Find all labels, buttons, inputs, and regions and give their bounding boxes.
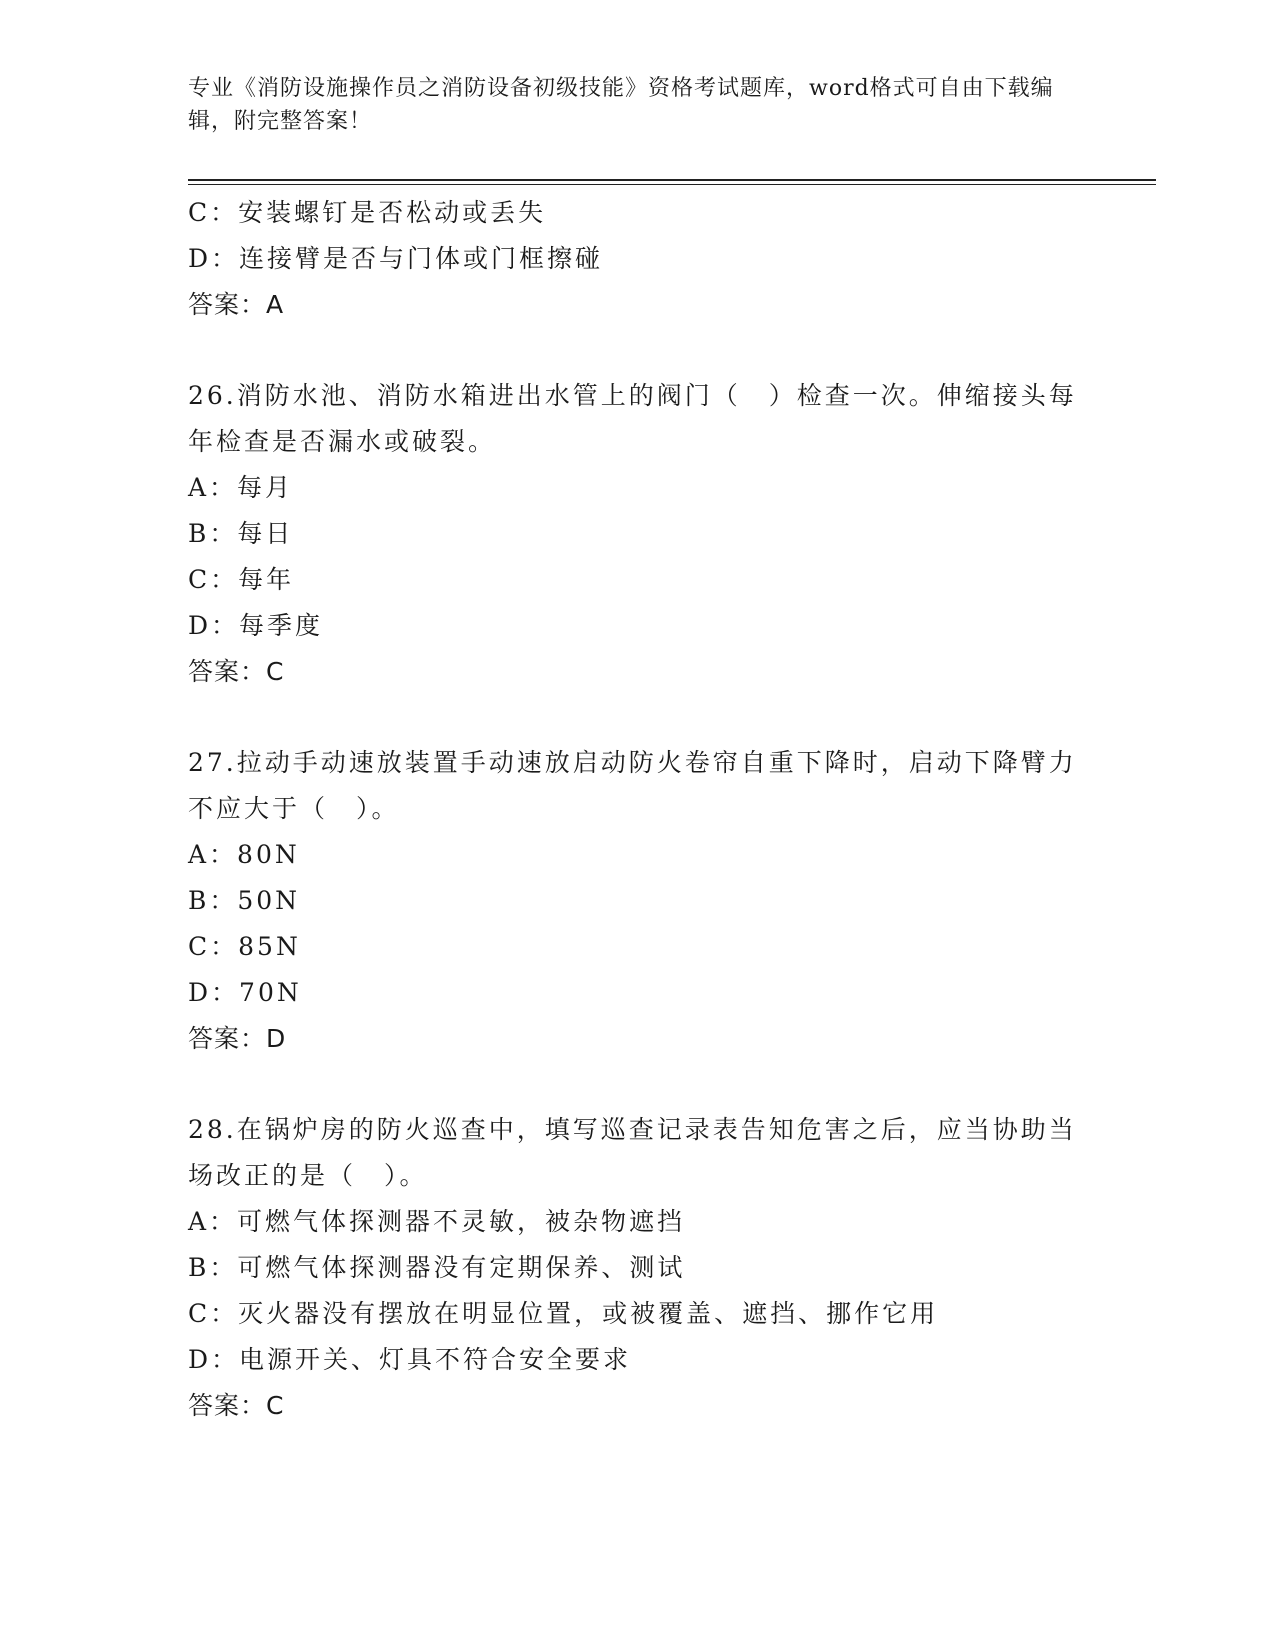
option-d: D：70N (188, 978, 302, 1007)
option-c: C：灭火器没有摆放在明显位置，或被覆盖、遮挡、挪作它用 (188, 1299, 939, 1328)
option-a: A：可燃气体探测器不灵敏，被杂物遮挡 (188, 1207, 686, 1236)
header-divider-thin (188, 184, 1156, 185)
answer-line: 答案：C (188, 657, 285, 686)
option-b: B：50N (188, 886, 301, 915)
question-27 (188, 740, 1088, 1062)
option-d: D：每季度 (188, 611, 324, 640)
option-d: D：连接臂是否与门体或门框擦碰 (188, 244, 604, 273)
spacer (188, 695, 1088, 740)
page-header: 专业《消防设施操作员之消防设备初级技能》资格考试题库，word格式可自由下载编辑，附完整答案！ (188, 76, 1054, 134)
question-28 (188, 1107, 1088, 1429)
option-c: C：每年 (188, 565, 295, 594)
answer-line: 答案：D (188, 1024, 287, 1053)
option-c: C：85N (188, 932, 301, 961)
option-a: A：80N (188, 840, 300, 869)
question-26 (188, 373, 1088, 695)
question-text: 26.消防水池、消防水箱进出水管上的阀门（ ）检查一次。伸缩接头每年检查是否漏水或破裂。 (188, 381, 1077, 456)
answer-line: 答案：C (188, 1391, 285, 1420)
option-a: A：每月 (188, 473, 294, 502)
question-text: 27.拉动手动速放装置手动速放启动防火卷帘自重下降时，启动下降臂力不应大于（ ）。 (188, 748, 1077, 823)
question-25-continued (188, 190, 1088, 328)
question-text: 28.在锅炉房的防火巡查中，填写巡查记录表告知危害之后，应当协助当场改正的是（ ）。 (188, 1115, 1077, 1190)
option-d: D：电源开关、灯具不符合安全要求 (188, 1345, 632, 1374)
spacer (188, 1062, 1088, 1107)
answer-line: 答案：A (188, 290, 285, 319)
option-b: B：可燃气体探测器没有定期保养、测试 (188, 1253, 686, 1282)
option-c: C：安装螺钉是否松动或丢失 (188, 198, 547, 227)
header-divider (188, 179, 1156, 181)
option-b: B：每日 (188, 519, 294, 548)
spacer (188, 328, 1088, 373)
question-list (188, 190, 1088, 1429)
